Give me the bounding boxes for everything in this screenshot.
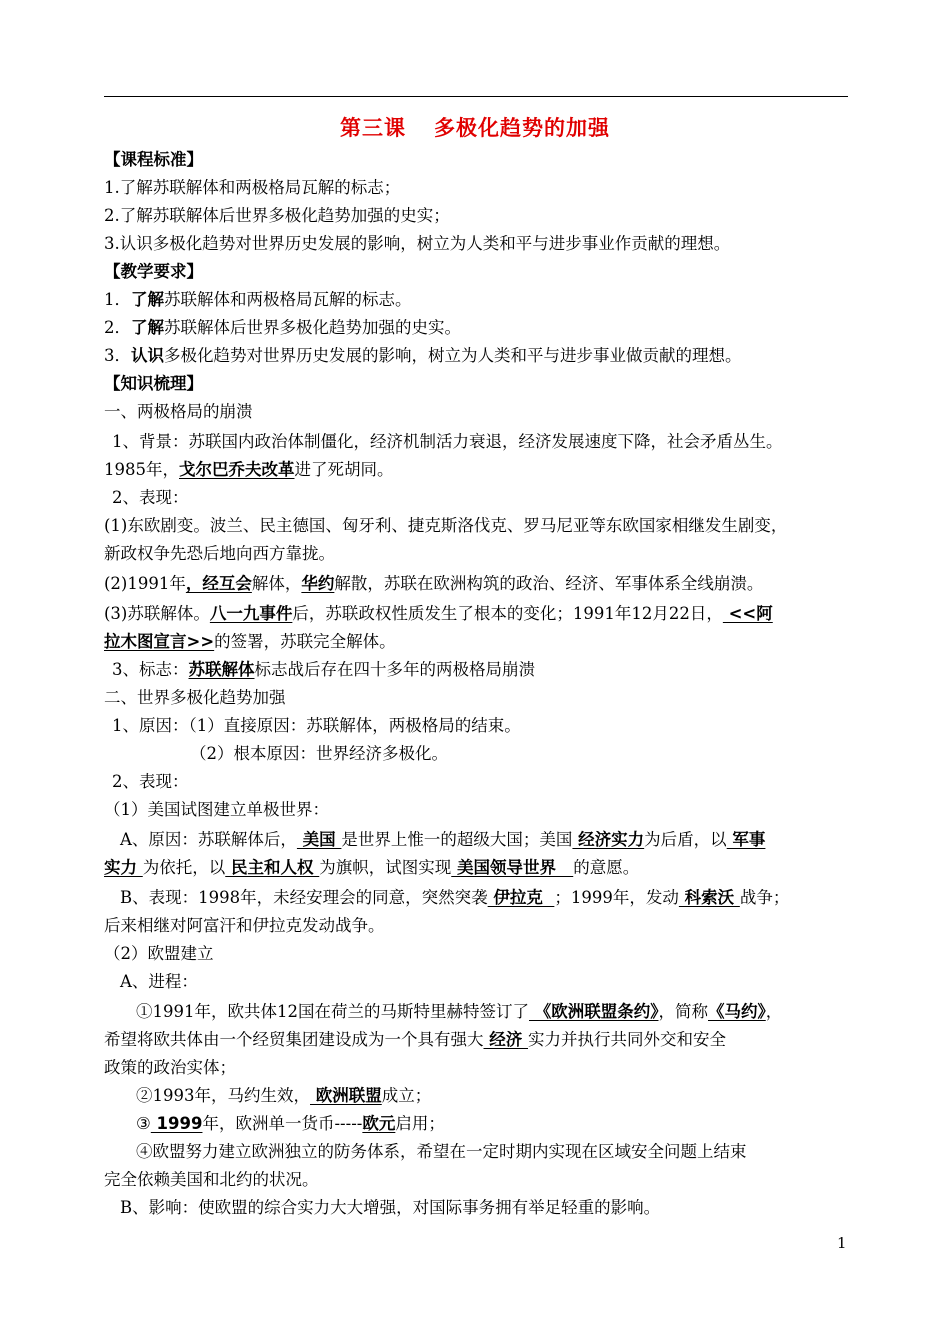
requirement-keyword: 了解: [131, 318, 164, 337]
text: 的签署，苏联完全解体。: [214, 632, 396, 651]
event-3-line-1: [104, 600, 852, 628]
answer-maastricht-treaty: 《欧洲联盟条约》: [529, 1002, 659, 1021]
text: ；1999年，发动: [554, 888, 679, 907]
cause-line-1: 1、原因：（1）直接原因：苏联解体，两极格局的结束。: [112, 716, 521, 735]
page-number: 1: [837, 1234, 847, 1252]
answer-1999: 1999: [150, 1114, 203, 1133]
us-cause-line-2: [104, 854, 852, 882]
text: 1985年，: [104, 460, 179, 479]
event-2-line: [104, 570, 852, 598]
background-line-2: [104, 456, 852, 484]
background-line-1: 1、背景：苏联国内政治体制僵化，经济机制活力衰退，经济发展速度下降，社会矛盾丛生。: [112, 432, 783, 451]
requirement-item-1: [104, 286, 852, 314]
text: 战争；: [739, 888, 790, 907]
marker-line: [112, 656, 860, 684]
title-lesson-name: 多极化趋势的加强: [434, 116, 610, 140]
us-unipolar-heading: （1）美国试图建立单极世界：: [104, 800, 329, 819]
text: 3、标志：: [112, 660, 189, 679]
requirement-number: 2．: [104, 318, 131, 337]
lesson-title: [0, 112, 950, 142]
part1-heading: 一、两极格局的崩溃: [104, 402, 253, 421]
answer-military-part1: 军事: [726, 830, 766, 849]
answer-warsaw-pact: 华约: [301, 574, 335, 593]
eu-process-4-line-2: 完全依赖美国和北约的状况。: [104, 1170, 319, 1189]
performance-label-2: 2、表现：: [112, 772, 189, 791]
standard-item-2: 2.了解苏联解体后世界多极化趋势加强的史实；: [104, 206, 450, 225]
requirement-keyword: 了解: [131, 290, 164, 309]
text: 为旗帜，试图实现: [319, 858, 452, 877]
text: 成立；: [381, 1086, 432, 1105]
cause-line-2: （2）根本原因：世界经济多极化。: [190, 744, 448, 763]
text: 年，欧洲单一货币-----: [202, 1114, 363, 1133]
answer-democracy-human-rights: 民主和人权: [225, 858, 320, 877]
answer-military-part2: 实力: [104, 858, 143, 877]
text: 为后盾，以: [644, 830, 727, 849]
answer-gorbachev-reform: 戈尔巴乔夫改革: [179, 460, 295, 479]
title-lesson-number: 第三课: [340, 116, 406, 140]
answer-ussr-dissolution: 苏联解体: [188, 660, 255, 679]
answer-alma-ata-part2: 拉木图宣言>>: [104, 632, 215, 651]
requirement-keyword: 认识: [131, 346, 164, 365]
text: 解体，: [251, 574, 302, 593]
text: 解散，苏联在欧洲构筑的政治、经济、军事体系全线崩溃。: [334, 574, 764, 593]
performance-label: 2、表现：: [112, 488, 189, 507]
requirement-text: 苏联解体后世界多极化趋势加强的史实。: [164, 318, 461, 337]
answer-maastricht-short: 《马约》: [708, 1002, 766, 1021]
answer-economic-power: 经济实力: [572, 830, 645, 849]
requirement-text: 苏联解体和两极格局瓦解的标志。: [164, 290, 412, 309]
us-performance-line-1: [120, 884, 868, 912]
text: ②1993年，马约生效，: [136, 1086, 310, 1105]
text: ①1991年，欧共体12国在荷兰的马斯特里赫特签订了: [136, 1002, 529, 1021]
answer-economy: 经济: [483, 1030, 528, 1049]
event-3-line-2: [104, 628, 852, 656]
eu-influence: B、影响：使欧盟的综合实力大大增强，对国际事务拥有举足轻重的影响。: [120, 1198, 661, 1217]
answer-usa: 美国: [296, 830, 342, 849]
text: (2)1991年: [104, 574, 186, 593]
answer-comecon: ，经互会: [185, 574, 252, 593]
heading-course-standard: 【课程标准】: [104, 150, 203, 169]
requirement-item-2: [104, 314, 852, 342]
text: 后，苏联政权性质发生了根本的变化；1991年12月22日，: [292, 604, 723, 623]
text: ③: [136, 1114, 151, 1133]
eu-process-1-line-3: 政策的政治实体；: [104, 1058, 236, 1077]
eu-heading: （2）欧盟建立: [104, 944, 214, 963]
text: B、表现：1998年，未经安理会的同意，突然突袭: [120, 888, 488, 907]
event-1-line-1: (1)东欧剧变。波兰、民主德国、匈牙利、捷克斯洛伐克、罗马尼亚等东欧国家相继发生剧变，: [104, 516, 788, 535]
requirement-number: 3．: [104, 346, 131, 365]
answer-alma-ata-part1: <<阿: [722, 604, 773, 623]
text: A、原因：苏联解体后，: [120, 830, 297, 849]
heading-teaching-requirements: 【教学要求】: [104, 262, 203, 281]
text: 是世界上惟一的超级大国；美国: [341, 830, 573, 849]
text: 进了死胡同。: [294, 460, 394, 479]
text: 的意愿。: [573, 858, 640, 877]
eu-process-4-line-1: ④欧盟努力建立欧洲独立的防务体系，希望在一定时期内实现在区域安全问题上结束: [136, 1142, 747, 1161]
us-cause-line-1: [120, 826, 868, 854]
requirement-number: 1．: [104, 290, 131, 309]
text: 希望将欧共体由一个经贸集团建设成为一个具有强大: [104, 1030, 484, 1049]
text: 启用；: [395, 1114, 445, 1133]
text: (3)苏联解体。: [104, 604, 210, 623]
eu-process-label: A、进程：: [120, 972, 198, 991]
answer-kosovo: 科索沃: [678, 888, 740, 907]
answer-iraq: 伊拉克: [487, 888, 555, 907]
text: 实力并执行共同外交和安全: [528, 1030, 726, 1049]
us-performance-line-2: 后来相继对阿富汗和伊拉克发动战争。: [104, 916, 385, 935]
header-rule: [104, 96, 848, 97]
requirement-text: 多极化趋势对世界历史发展的影响，树立为人类和平与进步事业做贡献的理想。: [164, 346, 742, 365]
answer-european-union: 欧洲联盟: [310, 1086, 382, 1105]
text: 为依托，以: [142, 858, 226, 877]
answer-us-lead-world: 美国领导世界: [451, 858, 574, 877]
requirement-item-3: [104, 342, 852, 370]
text: 标志战后存在四十多年的两极格局崩溃: [254, 660, 535, 679]
standard-item-1: 1.了解苏联解体和两极格局瓦解的标志；: [104, 178, 401, 197]
answer-euro: 欧元: [362, 1114, 396, 1133]
event-1-line-2: 新政权争先恐后地向西方靠拢。: [104, 544, 335, 563]
heading-knowledge-review: 【知识梳理】: [104, 374, 203, 393]
text: ，: [765, 1002, 783, 1021]
text: ，简称: [658, 1002, 708, 1021]
part2-heading: 二、世界多极化趋势加强: [104, 688, 286, 707]
eu-process-1-line-1: [136, 998, 884, 1026]
answer-august-coup: 八一九事件: [209, 604, 293, 623]
eu-process-2: [136, 1082, 884, 1110]
eu-process-1-line-2: [104, 1026, 852, 1054]
eu-process-3: [136, 1110, 884, 1138]
standard-item-3: 3.认识多极化趋势对世界历史发展的影响，树立为人类和平与进步事业作贡献的理想。: [104, 234, 731, 253]
